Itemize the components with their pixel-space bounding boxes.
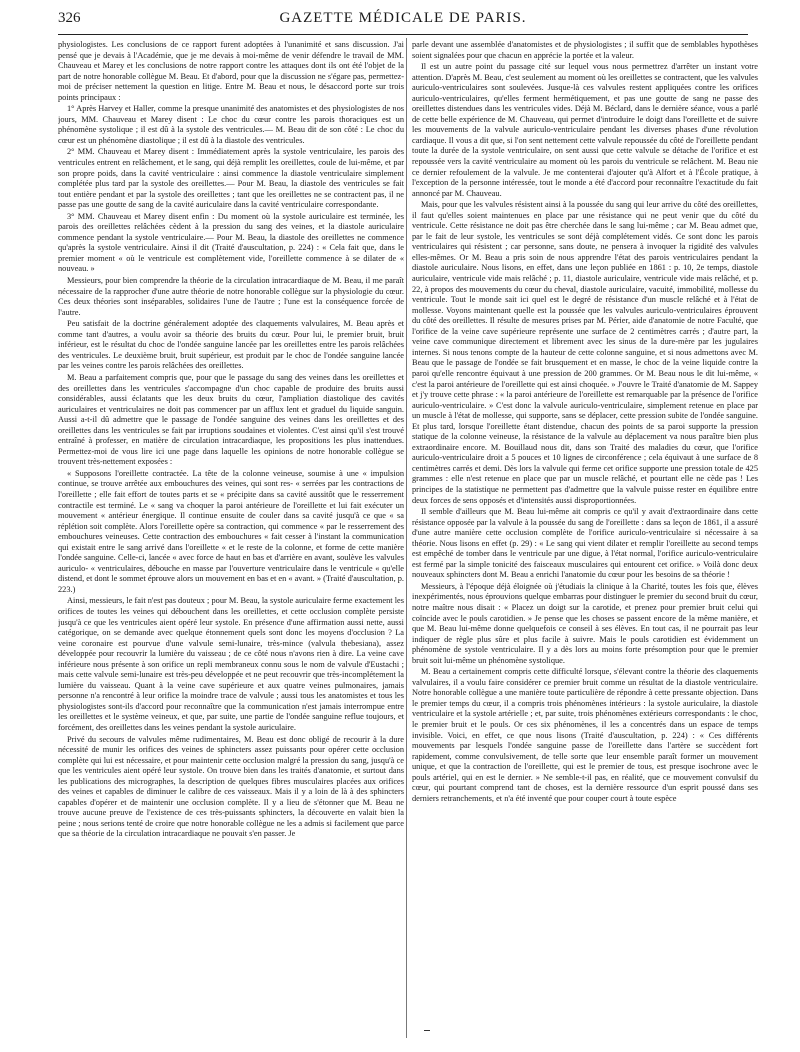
paragraph: Messieurs, pour bien comprendre la théorie de la circulation intracardiaque de M. Beau, il me paraît nécessaire de la rapprocher d'une autre théorie de notre honorable collègue sur la physiologie du cœur. Ces deux théories sont inséparables, solidaires l'une de l'autre ; l'une est la conséquence forcée de l'autre.: [58, 276, 404, 317]
paragraph: physiologistes. Les conclusions de ce rapport furent adoptées à l'unanimité et sans discussion. J'ai pensé que je devais à l'Académie, que je me devais à moi-même de venir défendre le travail de MM. Chauveau et Marey et les conclusions de notre rapport contre les attaques dont ils ont été l'objet de la part de notre honorable collègue M. Beau. Et d'abord, pour que la discussion ne s'égare pas, permettez-moi de préciser nettement la question en litige. Entre M. Beau et nous, le désaccord porte sur trois points principaux :: [58, 40, 404, 102]
paragraph: M. Beau a certainement compris cette difficulté lorsque, s'élevant contre la théorie des claquements valvulaires, il a voulu faire considérer ce premier bruit comme un résultat de la diastole ventriculaire. Notre honorable collègue a une manière toute particulière de répondre à cette pressante objection. Dans le premier temps du cœur, il a compris trois phénomènes intérieurs : la systole auriculaire, la diastole ventriculaire et la systole artérielle ; et, par suite, trois phénomènes extérieurs correspondants : le choc, le premier bruit et le pouls. Or ces six phénomènes, il les a concentrés dans un espace de temps invisible. Voici, en effet, ce que nous lisons (Traité d'auscultation, p. 224) : « Ces différents mouvements par lesquels l'ondée sanguine passe de l'oreillette dans l'artère se succèdent fort rapidement, comme convulsivement, de telle sorte que leur ensemble paraît former un mouvement unique, et que la contraction de l'oreillette, qui est le premier de tous, est presque isochrone avec le pouls artériel, qui en est le dernier. » Ne semble-t-il pas, en réalité, que ce mouvement convulsif du cœur, qui pourtant comprend tant de choses, est la dernière ressource d'un esprit poussé dans ses derniers retranchements, et n'a été inventé que pour couper court à toute espèce: [412, 667, 758, 803]
left-column: [58, 40, 404, 1040]
page-number: 326: [58, 10, 81, 26]
paragraph: Ainsi, messieurs, le fait n'est pas douteux ; pour M. Beau, la systole auriculaire ferme exactement les orifices de toutes les veines qui débouchent dans les oreillettes, et cette occlusion complète persiste jusqu'à ce que les ventricules aient opéré leur systole. En présence d'une affirmation aussi nette, aussi catégorique, on se demande avec quelque étonnement quels sont donc les moyens d'occlusion ? La veine coronaire est pourvue d'une valvule semi-lunaire, très-mince (valvula thebesiana), assez développée pour recouvrir la lumière du vaisseau ; de ce côté nous n'avons rien à dire. La veine cave inférieure nous présente à son orifice un repli membraneux connu sous le nom de valvule d'Eustachi ; mais cette valvule semi-lunaire est très-peu développée et ne peut recouvrir que très-incomplétement la lumière du vaisseau. Quant à la veine cave supérieure et aux quatre veines pulmonaires, jamais personne n'a rencontré à leur orifice la moindre trace de valvule ; aussi tous les anatomistes et tous les physiologistes sont-ils d'accord pour reconnaître que la communication n'est jamais interrompue entre les oreillettes et le système veineux, et que, par suite, une partie de l'ondée sanguine reflue toujours, et forcément, des oreillettes dans les veines pendant la systole auriculaire.: [58, 596, 404, 732]
quotation: « Supposons l'oreillette contractée. La tête de la colonne veineuse, soumise à une « impulsion continue, se trouve arrêtée aux embouchures des veines, qui sont res- « serrées par les contractions de l'oreillette ; elle fait effort de toutes parts et se « précipite dans sa cavité aussitôt que le resserrement contractile est terminé. Le « sang va choquer la paroi antérieure de l'oreillette et lui fait exécuter un mouvement « antérieur énergique. Il continue ensuite de couler dans sa cavité jusqu'à ce que « sa réplétion soit complète. Alors l'oreillette opère sa contraction, qui commence « par le resserrement des embouchures veineuses. Cette contraction des embouchures « fait cesser à l'instant la communication qui existait entre le sang arrivé dans l'oreillette « et le reste de la colonne, et forme de cette manière l'ondée sanguine. Celle-ci, lancée « avec force de haut en bas et d'arrière en avant, soulève les valvules auriculo- « ventriculaires, débouche en masse par l'ouverture ventriculaire dans le ventricule « qu'elle distend, et dont le sommet éprouve alors un mouvement en bas et en « avant. » (Traité d'auscultation, p. 223.): [58, 468, 404, 594]
journal-title: GAZETTE MÉDICALE DE PARIS.: [279, 10, 527, 26]
paragraph: Il est un autre point du passage cité sur lequel vous nous permettrez d'arrêter un instant votre attention. D'après M. Beau, c'est seulement au moment où les oreillettes se contractent, que les valvules auriculo-ventriculaires sont soulevées. Jusque-là ces valvules restent appliquées contre les orifices auriculo-ventriculaires, qu'elles ferment hermétiquement, et pas une goutte de sang ne passe des oreillettes distendues dans les ventricules vides. Déjà M. Béclard, dans le dernière séance, vous a parlé de cette belle expérience de M. Chauveau, qui permet d'introduire le doigt dans l'oreillette et de suivre les mouvements de la valvule auriculo-ventriculaire pendant les diverses phases d'une révolution cardiaque. Il vous a dit que, si l'on sent nettement cette valvule repoussée du côté de l'oreillette pendant toute la durée de la systole ventriculaire, on sent aussi que cette valvule se détache de l'orifice et est repoussée vers la cavité ventriculaire au moment où les parois du ventricule se relâchent. M. Beau nie ce dernier refoulement de la valvule. Je me contenterai d'ajouter qu'à Alfort et à l'École pratique, à l'exception de la personne intéressée, tout le monde a été d'accord pour reconnaître l'exactitude du fait annoncé par M. Chauveau.: [412, 62, 758, 198]
right-column: [412, 40, 758, 1040]
paragraph: Privé du secours de valvules même rudimentaires, M. Beau est donc obligé de recourir à la dure nécessité de munir les orifices des veines de sphincters assez puissants pour opérer cette occlusion complète qui lui est nécessaire, et pour maintenir cette occlusion malgré la pression du sang, jusqu'à ce que les ventricules aient opéré leur systole. On trouve bien dans les traités d'anatomie, et surtout dans les publications des micrographes, la description de quelques fibres musculaires placées aux orifices des veines et capables de diminuer le calibre de ces vaisseaux. Mais il y a loin de là à des sphincters capables d'opérer et de maintenir une occlusion complète. Il y a lieu de s'étonner que M. Beau ne trouve aucune preuve de l'existence de ces très-puissants sphincters, la découverte en valait bien la peine ; nous serions tenté de croire que notre honorable collègue ne les a admis si facilement que parce que sa théorie de la circulation intracardiaque ne pouvait s'en passer. Je: [58, 734, 404, 839]
paragraph: Mais, pour que les valvules résistent ainsi à la poussée du sang qui leur arrive du côté des oreillettes, il faut qu'elles soient maintenues en place par une résistance qui ne peut venir que du côté du ventricule. Cette résistance ne doit pas être cherchée dans le sang lui-même ; car M. Beau admet que, par le fait de leur systole, les ventricules se sont déjà complétement vidés. Ce sont donc les parois ventriculaires qui résistent ; car personne, sans doute, ne pensera à invoquer la rigidité des valvules elles-mêmes. Or M. Beau a pris soin de nous apprendre l'état des parois ventriculaires pendant la diastole auriculaire. Nous lisons, en effet, dans une leçon publiée en 1861 : p. 10, 2e temps, diastole auriculaire, ventricule vide mais relâché ; p. 11, diastole auriculaire, ventricule vide mais relâché, et p. 22, à propos des mouvements du cœur du cheval, diastole auriculaire, vacuité, immobilité, mollesse du ventricule. Tout le monde sait ici quel est le degré de résistance d'un muscle relâché et à l'état de mollesse. Voyons maintenant quelle est la poussée que les valvules auriculo-ventriculaires éprouvent du côté des oreillettes. Il résulte de mesures prises par M. Périer, aide d'anatomie de notre Faculté, que l'orifice de la veine cave supérieure représente une surface de 2 centimètres carrés ; d'autre part, la veine cave communique directement et librement avec les sinus de la dure-mère par les jugulaires internes. Si nous tenons compte de la hauteur de cette colonne sanguine, et si nous admettons avec M. Beau que le passage de l'ondée se fait brusquement et en masse, le choc de la veine liquide contre la paroi qu'elle rencontre équivaut à une pression de 200 grammes. Or M. Beau nous le dit lui-même, « c'est la paroi antérieure de l'oreillette qui est ainsi choquée. » J'ouvre le Traité d'anatomie de M. Sappey et j'y trouve cette phrase : « la paroi antérieure de l'oreillette est remarquable par la présence de l'orifice auriculo-ventriculaire. » C'est donc la valvule auriculo-ventriculaire, simplement retenue en place par un muscle à l'état de mollesse, qui supporte, sans se déplacer, cette pression subite de l'ondée sanguine. Et plus tard, lorsque l'oreillette étant distendue, chacun des points de sa paroi supporte la pression statique de la colonne veineuse, la résistance de la valvule au déplacement va nous paraître bien plus extraordinaire encore. M. Bouillaud nous dit, dans son Traité des maladies du cœur, que l'orifice auriculo-ventriculaire droit a 5 pouces et 10 lignes de circonférence ; cela équivaut à une surface de 8 centimètres carrés et demi. Dès lors la valvule qui ferme cet orifice supporte une pression totale de 425 grammes : elle n'est retenue en place que par un muscle relâché, et pourtant elle ne cède pas ! Les principes de la statistique ne permettent pas d'admettre que la valvule puisse rester en équilibre entre deux forces de sens opposés et d'intensités aussi disproportionnées.: [412, 200, 758, 505]
header-rule: [58, 34, 748, 35]
column-divider: [406, 38, 407, 1038]
paragraph: Messieurs, à l'époque déjà éloignée où j'étudiais la clinique à la Charité, toutes les fois que, élèves inexpérimentés, nous éprouvions quelque embarras pour distinguer le premier du second bruit du cœur, notre maître nous disait : « Placez un doigt sur la carotide, et prenez pour premier bruit celui qui coïncide avec le pouls carotidien. » Je pense que les choses se passent encore de la même manière, et que M. Beau lui-même donne quelquefois ce conseil à ses élèves. En tout cas, il ne pourrait pas leur indiquer de règle plus sûre et plus facile à suivre. Mais le pouls carotidien est évidemment un phénomène de systole ventriculaire. Il y a dès lors au moins forte présomption pour que le premier bruit soit lui-même un phénomène systolique.: [412, 581, 758, 665]
footer-mark: [424, 1030, 430, 1031]
paragraph: 1° Après Harvey et Haller, comme la presque unanimité des anatomistes et des physiologistes de nos jours, MM. Chauveau et Marey disent : Le choc du cœur contre les parois thoraciques est un phénomène systolique ; il est dû à la systole des ventricules.— M. Beau dit de son côté : Le choc du cœur est un phénomène diastolique ; il est dû à la diastole des ventricules.: [58, 104, 404, 145]
paragraph: 2° MM. Chauveau et Marey disent : Immédiatement après la systole ventriculaire, les parois des ventricules entrent en relâchement, et le sang, qui déjà remplit les oreillettes, coule de lui-même, et par son propre poids, dans la cavité ventriculaire : ainsi commence la diastole ventriculaire simplement complétée plus tard par la systole des oreillettes.— Pour M. Beau, la diastole des ventricules se fait tout entière pendant et par la systole des oreillettes ; tant que les oreillettes ne se contractent pas, il ne passe pas une goutte de sang de la cavité auriculaire dans la cavité ventriculaire correspondante.: [58, 147, 404, 210]
paragraph: M. Beau a parfaitement compris que, pour que le passage du sang des veines dans les oreillettes et des oreillettes dans les ventricules s'accompagne d'un choc capable de produire des bruits aussi considérables, aussi éclatants que les deux bruits du cœur, l'ampliation diastolique des cavités auriculaires et ventriculaires ne doit pas commencer par un afflux lent et graduel du liquide sanguin. Aussi a-t-il dû admettre que le passage de l'ondée sanguine des veines dans les oreillettes et des oreillettes dans les ventricules se fait par irruptions soudaines et violentes. C'est ainsi qu'il s'est trouvé entraîné à professer, en matière de circulation intracardiaque, les propositions les plus inattendues. Permettez-moi de vous lire ici une page dans laquelle les opinions de notre honorable collègue se trouvent très-nettement exposées :: [58, 372, 404, 467]
paragraph: 3° MM. Chauveau et Marey disent enfin : Du moment où la systole auriculaire est terminée, les parois des oreillettes relâchées cèdent à la pression du sang des veines, et la diastole auriculaire commence pendant la systole ventriculaire.— Pour M. Beau, la diastole des oreillettes ne commence qu'après la systole ventriculaire. Ainsi il dit (Traité d'auscultation, p. 224) : « Cela fait que, dans le premier moment « où le ventricule est complètement vide, l'oreillette commence à se dilater de « nouveau. »: [58, 211, 404, 274]
page-header: [58, 10, 748, 32]
paragraph: Il semble d'ailleurs que M. Beau lui-même ait compris ce qu'il y avait d'extraordinaire dans cette résistance opposée par la valvule à la poussée du sang de l'oreillette : dans sa leçon de 1861, il a assuré d'une autre manière cette occlusion complète de l'orifice auriculo-ventriculaire si nécessaire à sa théorie. Nous lisons en effet (p. 29) : « Le sang qui vient dilater et remplir l'oreillette au second temps est empêché de tomber dans le ventricule par une digue, à l'état normal, l'orifice auriculo-ventriculaire est fermé par la simple tonicité des faisceaux musculaires qui entourent cet orifice. » Voilà donc deux nouveaux sphincters dont M. Beau a enrichi l'anatomie du cœur pour les besoins de sa théorie !: [412, 507, 758, 580]
paragraph: parle devant une assemblée d'anatomistes et de physiologistes ; il suffit que de semblables hypothèses soient signalées pour que chacun en apprécie la portée et la valeur.: [412, 40, 758, 60]
paragraph: Peu satisfait de la doctrine généralement adoptée des claquements valvulaires, M. Beau après et comme tant d'autres, a voulu avoir sa théorie des bruits du cœur. Pour lui, le premier bruit, bruit inférieur, est le résultat du choc de l'ondée sanguine lancée par les oreillettes entre les parois relâchées des ventricules. Le deuxième bruit, bruit supérieur, est produit par le choc de l'ondée sanguine lancée par les veines contre les parois relâchées des oreillettes.: [58, 319, 404, 371]
